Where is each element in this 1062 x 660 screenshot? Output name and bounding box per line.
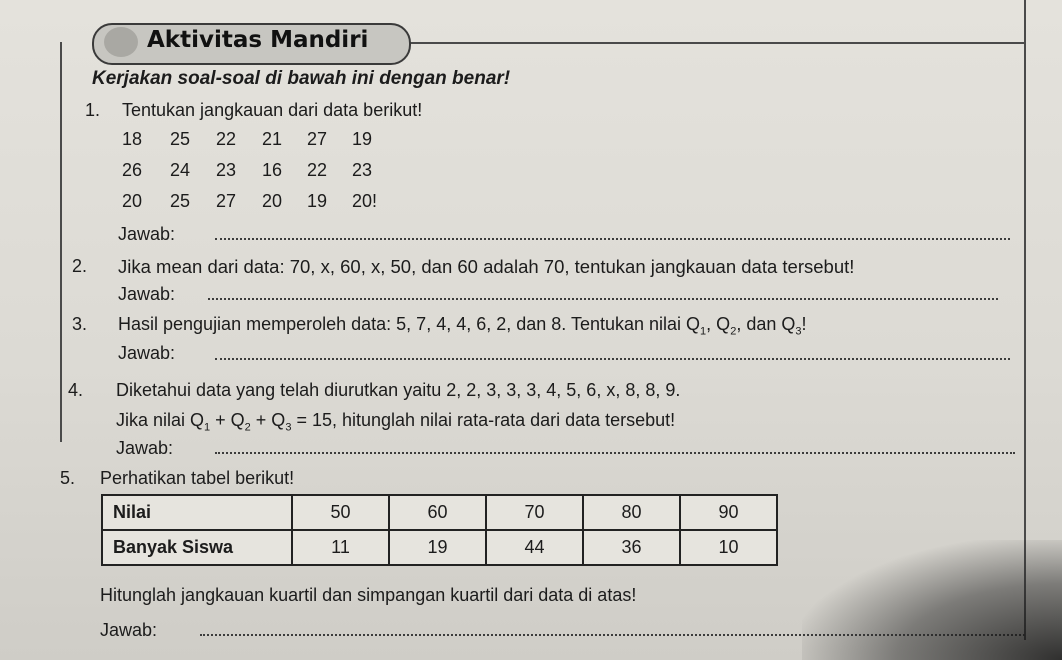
q1-text: Tentukan jangkauan dari data berikut! [122,100,423,120]
q1-value: 25 [170,191,191,211]
q1-value: 16 [262,160,283,180]
q3-text-sep: , Q [706,314,731,334]
q1-value: 23 [216,160,237,180]
q4-text-line2 [116,410,675,434]
q1-value: 27 [216,191,237,211]
q4-sub: 2 [244,421,251,434]
q4-text-part: Jika nilai Q [116,410,205,430]
q1-value: 26 [122,160,143,180]
q1-jawab-label: Jawab: [118,224,176,244]
header-circle-icon [104,27,138,57]
q4-text: Diketahui data yang telah diurutkan yaitu 2, 2, 3, 3, 3, 4, 5, 6, x, 8, 8, 9. [116,380,681,400]
q2-jawab-label: Jawab: [118,284,176,304]
q1-value: 24 [170,160,191,180]
q3-sub: 3 [795,325,802,338]
q1-value: 18 [122,129,143,149]
q2-number: 2. [72,256,88,276]
table-cell: 10 [680,530,777,565]
q5-jawab-label: Jawab: [100,620,158,640]
q4-text-part: + Q [250,410,286,430]
q2-text: Jika mean dari data: 70, x, 60, x, 50, dan 60 adalah 70, tentukan jangkauan data tersebut! [118,256,855,277]
q4-text-part: + Q [210,410,245,430]
q1-value: 20 [122,191,143,211]
table-cell: 90 [680,495,777,530]
q3-sub: 1 [700,325,707,338]
table-cell: 70 [486,495,583,530]
table-row [102,495,777,530]
table-cell: 60 [389,495,486,530]
q3-sub: 2 [730,325,737,338]
table-cell: 50 [292,495,389,530]
data-table [101,494,778,566]
q3-number: 3. [72,314,88,334]
q1-value: 25 [170,129,191,149]
frame-left-line [60,42,62,442]
q1-value: 19 [307,191,328,211]
q4-answer-line[interactable] [215,452,1015,454]
q5-text: Perhatikan tabel berikut! [100,468,295,488]
q1-value: 21 [262,129,283,149]
q1-value: 19 [352,129,373,149]
q1-value: 20 [262,191,283,211]
instruction-text: Kerjakan soal-soal di bawah ini dengan benar! [92,68,511,89]
q3-jawab-label: Jawab: [118,343,176,363]
table-row [102,530,777,565]
table-cell: 11 [292,530,389,565]
photo-shadow [802,540,1062,660]
table-header-nilai: Nilai [102,495,292,530]
q4-sub: 3 [285,421,292,434]
frame-top-line [405,42,1025,44]
table-cell: 44 [486,530,583,565]
q3-text-end: ! [801,314,807,334]
q1-value: 27 [307,129,328,149]
q5-followup: Hitunglah jangkauan kuartil dan simpangan kuartil dari data di atas! [100,585,637,605]
q2-answer-line[interactable] [208,298,998,300]
q3-text-sep: , dan Q [736,314,796,334]
q1-answer-line[interactable] [215,238,1010,240]
q3-text-main: Hasil pengujian memperoleh data: 5, 7, 4, 4, 6, 2, dan 8. Tentukan nilai Q [118,314,701,334]
table-cell: 19 [389,530,486,565]
table-cell: 36 [583,530,680,565]
q4-sub: 1 [204,421,211,434]
q3-answer-line[interactable] [215,358,1010,360]
q1-value: 22 [216,129,237,149]
q1-value: 23 [352,160,373,180]
q1-value: 20! [352,191,378,211]
q5-number: 5. [60,468,76,488]
page-title: Aktivitas Mandiri [147,27,369,53]
q4-jawab-label: Jawab: [116,438,174,458]
q4-text-part: = 15, hitunglah nilai rata-rata dari data tersebut! [291,410,676,430]
table-header-banyak-siswa: Banyak Siswa [102,530,292,565]
q3-text [118,314,807,338]
q1-number: 1. [85,100,101,120]
q4-number: 4. [68,380,84,400]
table-cell: 80 [583,495,680,530]
q1-value: 22 [307,160,328,180]
